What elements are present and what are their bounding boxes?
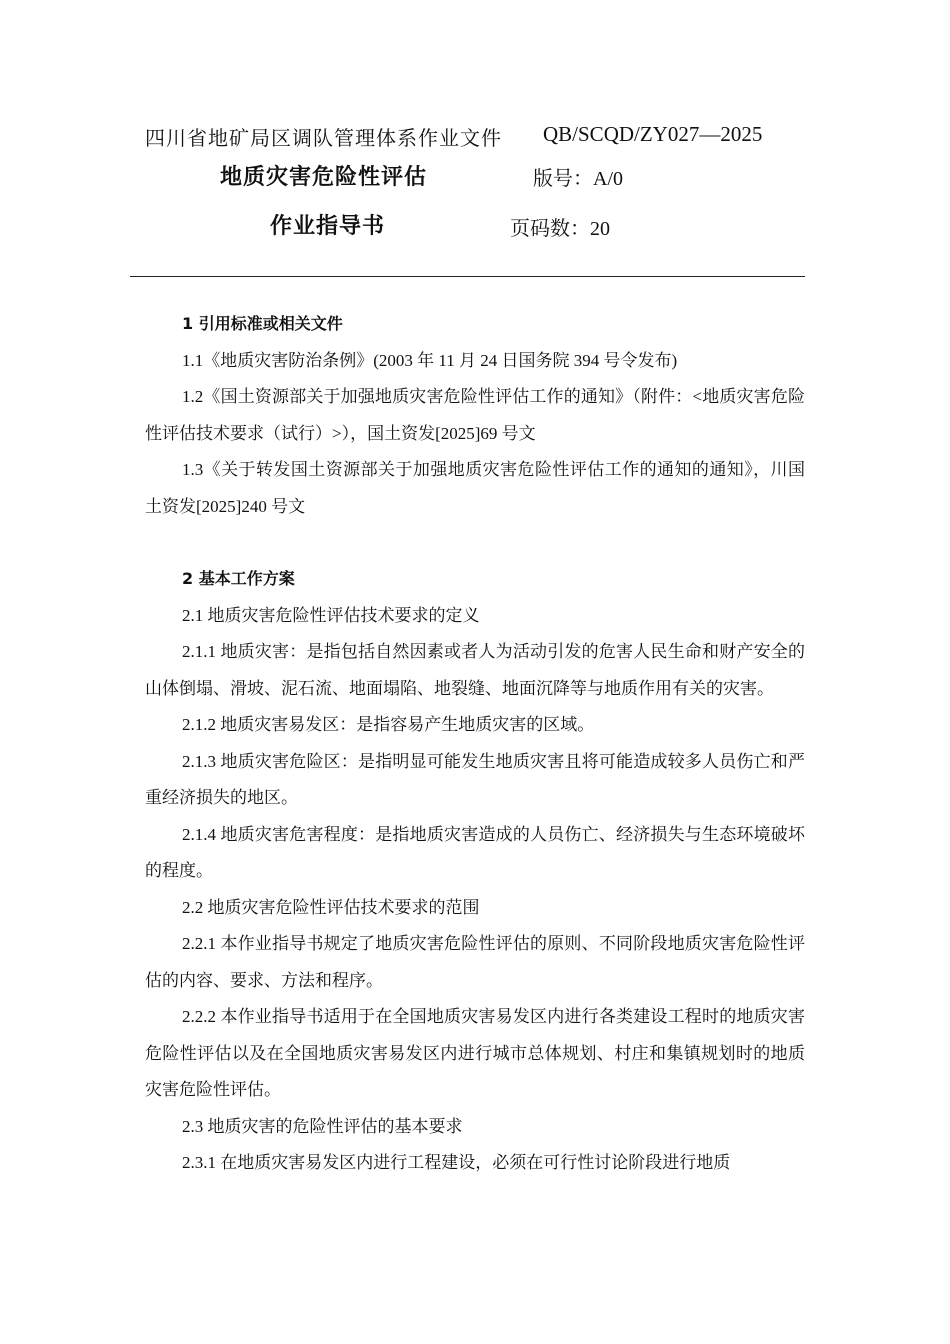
version-number: 版号：A/0 [533, 168, 623, 190]
header-organization: 四川省地矿局区调队管理体系作业文件 [145, 128, 502, 150]
section-spacer [145, 525, 805, 561]
paragraph-1-3: 1.3《关于转发国土资源部关于加强地质灾害危险性评估工作的通知的通知》，川国土资发[2025]240 号文 [145, 460, 805, 516]
paragraph-2-2-2: 2.2.2 本作业指导书适用于在全国地质灾害易发区内进行各类建设工程时的地质灾害危险性评估以及在全国地质灾害易发区内进行城市总体规划、村庄和集镇规划时的地质灾害危险性评估。 [145, 1007, 805, 1099]
document-title-line1: 地质灾害危险性评估 [220, 165, 428, 190]
paragraph-2-2-1: 2.2.1 本作业指导书规定了地质灾害危险性评估的原则、不同阶段地质灾害危险性评估的内容、要求、方法和程序。 [145, 934, 805, 990]
header-divider [130, 276, 805, 277]
paragraph-1-1: 1.1《地质灾害防治条例》(2003 年 11 月 24 日国务院 394 号令发布) [182, 350, 678, 370]
paragraph-2-2: 2.2 地质灾害危险性评估技术要求的范围 [182, 897, 480, 917]
paragraph-2-1-3: 2.1.3 地质灾害危险区：是指明显可能发生地质灾害且将可能造成较多人员伤亡和严重经济损失的地区。 [145, 751, 805, 807]
document-title-line2: 作业指导书 [270, 214, 386, 239]
paragraph-2-1-2: 2.1.2 地质灾害易发区：是指容易产生地质灾害的区域。 [182, 715, 595, 734]
section-heading-2: 2 基本工作方案 [182, 569, 295, 588]
section-heading-1: 1 引用标准或相关文件 [182, 314, 343, 333]
page-count: 页码数：20 [510, 218, 610, 240]
document-body [145, 306, 805, 1182]
paragraph-2-3-1: 2.3.1 在地质灾害易发区内进行工程建设，必须在可行性讨论阶段进行地质 [182, 1153, 731, 1172]
document-code: QB/SCQD/ZY027—2025 [543, 122, 763, 146]
paragraph-2-1-4: 2.1.4 地质灾害危害程度：是指地质灾害造成的人员伤亡、经济损失与生态环境破坏的程度。 [145, 824, 805, 880]
paragraph-2-1-1: 2.1.1 地质灾害：是指包括自然因素或者人为活动引发的危害人民生命和财产安全的山体倒塌、滑坡、泥石流、地面塌陷、地裂缝、地面沉降等与地质作用有关的灾害。 [145, 642, 805, 698]
paragraph-1-2: 1.2《国土资源部关于加强地质灾害危险性评估工作的通知》（附件：<地质灾害危险性评估技术要求（试行）>），国土资发[2025]69 号文 [145, 387, 805, 443]
paragraph-2-1: 2.1 地质灾害危险性评估技术要求的定义 [182, 605, 480, 625]
paragraph-2-3: 2.3 地质灾害的危险性评估的基本要求 [182, 1116, 463, 1136]
